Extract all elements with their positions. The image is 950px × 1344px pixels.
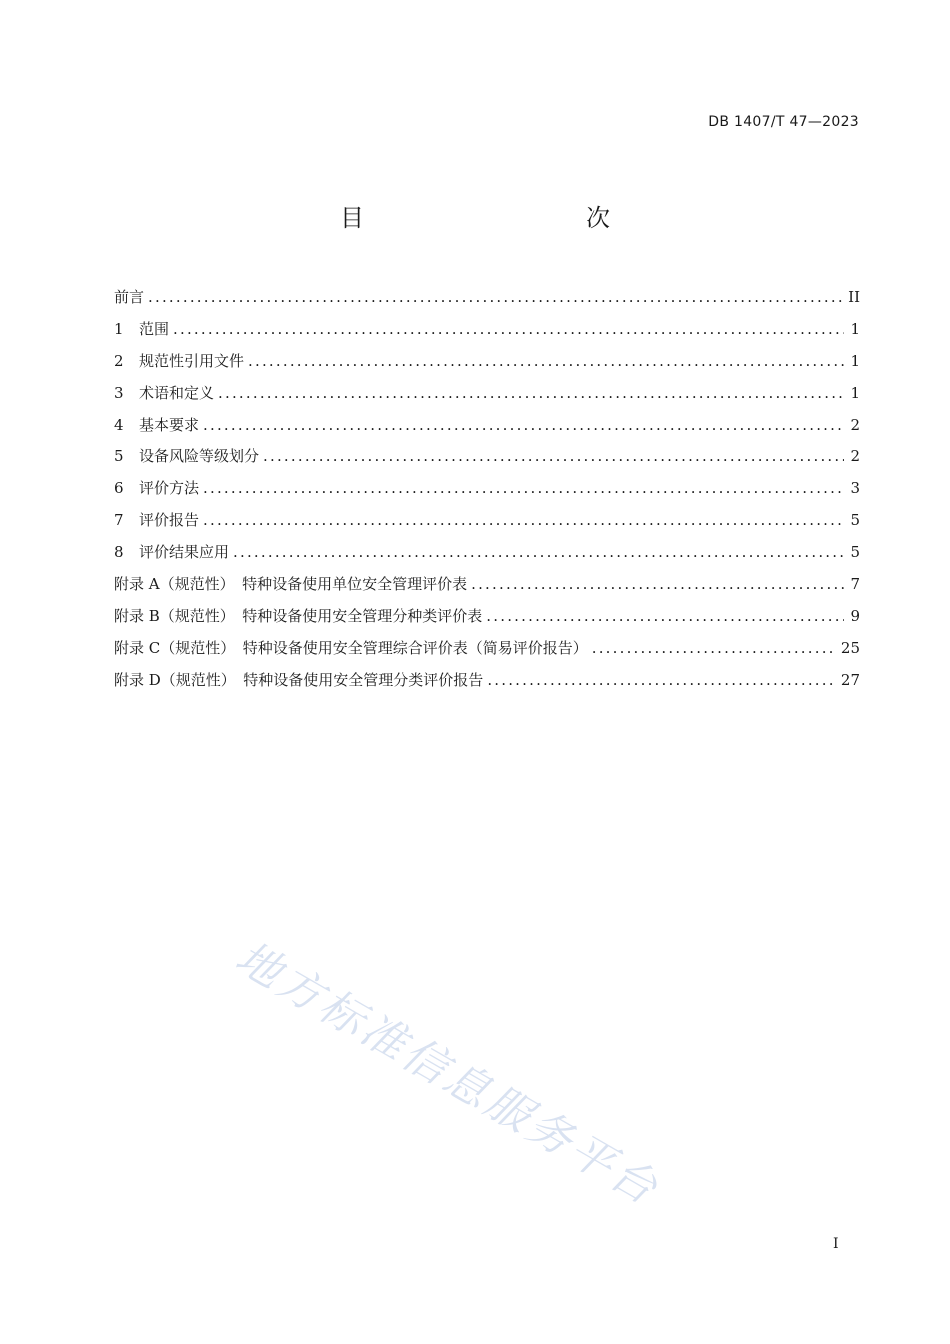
toc-leader-dots <box>486 607 844 625</box>
toc-entry-5[interactable] <box>114 445 860 477</box>
toc-entry-title: 评价报告 <box>139 511 200 530</box>
toc-leader-dots <box>248 352 844 370</box>
toc-leader-dots <box>592 639 835 657</box>
toc-entry-title: 附录 A（规范性） 特种设备使用单位安全管理评价表 <box>114 575 468 594</box>
toc-leader-dots <box>203 479 844 497</box>
toc-leader-dots <box>218 384 844 402</box>
toc-entry-number: 2 <box>114 351 124 370</box>
toc-entry-page: 3 <box>850 479 860 498</box>
toc-entry-page: 7 <box>850 575 860 594</box>
table-of-contents <box>114 286 860 701</box>
toc-entry-foreword[interactable] <box>114 286 860 318</box>
toc-leader-dots <box>471 575 844 593</box>
toc-entry-page: 1 <box>850 319 860 338</box>
toc-entry-number: 1 <box>114 319 124 338</box>
toc-entry-appendix-a[interactable] <box>114 573 860 605</box>
toc-entry-2[interactable] <box>114 350 860 382</box>
toc-entry-page: 1 <box>850 351 860 370</box>
toc-entry-page: 2 <box>850 447 860 466</box>
toc-leader-dots <box>263 447 844 465</box>
toc-entry-page: 25 <box>840 638 860 657</box>
toc-entry-title: 评价方法 <box>139 479 200 498</box>
toc-entry-title: 设备风险等级划分 <box>139 447 260 466</box>
toc-entry-appendix-d[interactable] <box>114 669 860 701</box>
toc-entry-page: 9 <box>850 606 860 625</box>
toc-entry-title: 评价结果应用 <box>139 543 230 562</box>
page-number: I <box>833 1236 839 1252</box>
toc-entry-number: 8 <box>114 543 124 562</box>
toc-entry-number: 5 <box>114 447 124 466</box>
toc-entry-title: 术语和定义 <box>139 383 215 402</box>
toc-leader-dots <box>487 671 835 689</box>
document-code: DB 1407/T 47—2023 <box>708 114 859 130</box>
toc-entry-page: 1 <box>850 383 860 402</box>
toc-entry-title: 附录 C（规范性） 特种设备使用安全管理综合评价表（简易评价报告） <box>114 638 588 657</box>
toc-entry-appendix-b[interactable] <box>114 605 860 637</box>
toc-entry-1[interactable] <box>114 318 860 350</box>
page-title: 目 次 <box>340 204 668 232</box>
toc-leader-dots <box>203 416 844 434</box>
toc-entry-number: 6 <box>114 479 124 498</box>
toc-entry-7[interactable] <box>114 509 860 541</box>
toc-entry-page: 5 <box>850 543 860 562</box>
toc-entry-3[interactable] <box>114 382 860 414</box>
toc-entry-title: 附录 B（规范性） 特种设备使用安全管理分种类评价表 <box>114 606 483 625</box>
toc-entry-6[interactable] <box>114 477 860 509</box>
toc-entry-number: 3 <box>114 383 124 402</box>
toc-entry-page: 27 <box>840 670 860 689</box>
toc-entry-page: 5 <box>850 511 860 530</box>
toc-entry-page: 2 <box>850 415 860 434</box>
toc-entry-4[interactable] <box>114 414 860 446</box>
toc-entry-page: II <box>848 288 860 306</box>
toc-leader-dots <box>203 511 844 529</box>
toc-entry-title: 规范性引用文件 <box>139 351 245 370</box>
toc-entry-title: 基本要求 <box>139 415 200 434</box>
toc-entry-number: 4 <box>114 415 124 434</box>
toc-leader-dots <box>233 543 844 561</box>
toc-leader-dots <box>173 320 844 338</box>
toc-entry-title: 前言 <box>114 288 145 306</box>
toc-entry-8[interactable] <box>114 541 860 573</box>
toc-entry-title: 附录 D（规范性） 特种设备使用安全管理分类评价报告 <box>114 670 484 689</box>
toc-entry-appendix-c[interactable] <box>114 637 860 669</box>
toc-entry-number: 7 <box>114 511 124 530</box>
toc-entry-title: 范围 <box>139 319 170 338</box>
toc-leader-dots <box>148 288 842 306</box>
watermark: 地方标准信息服务平台 <box>227 931 669 1216</box>
